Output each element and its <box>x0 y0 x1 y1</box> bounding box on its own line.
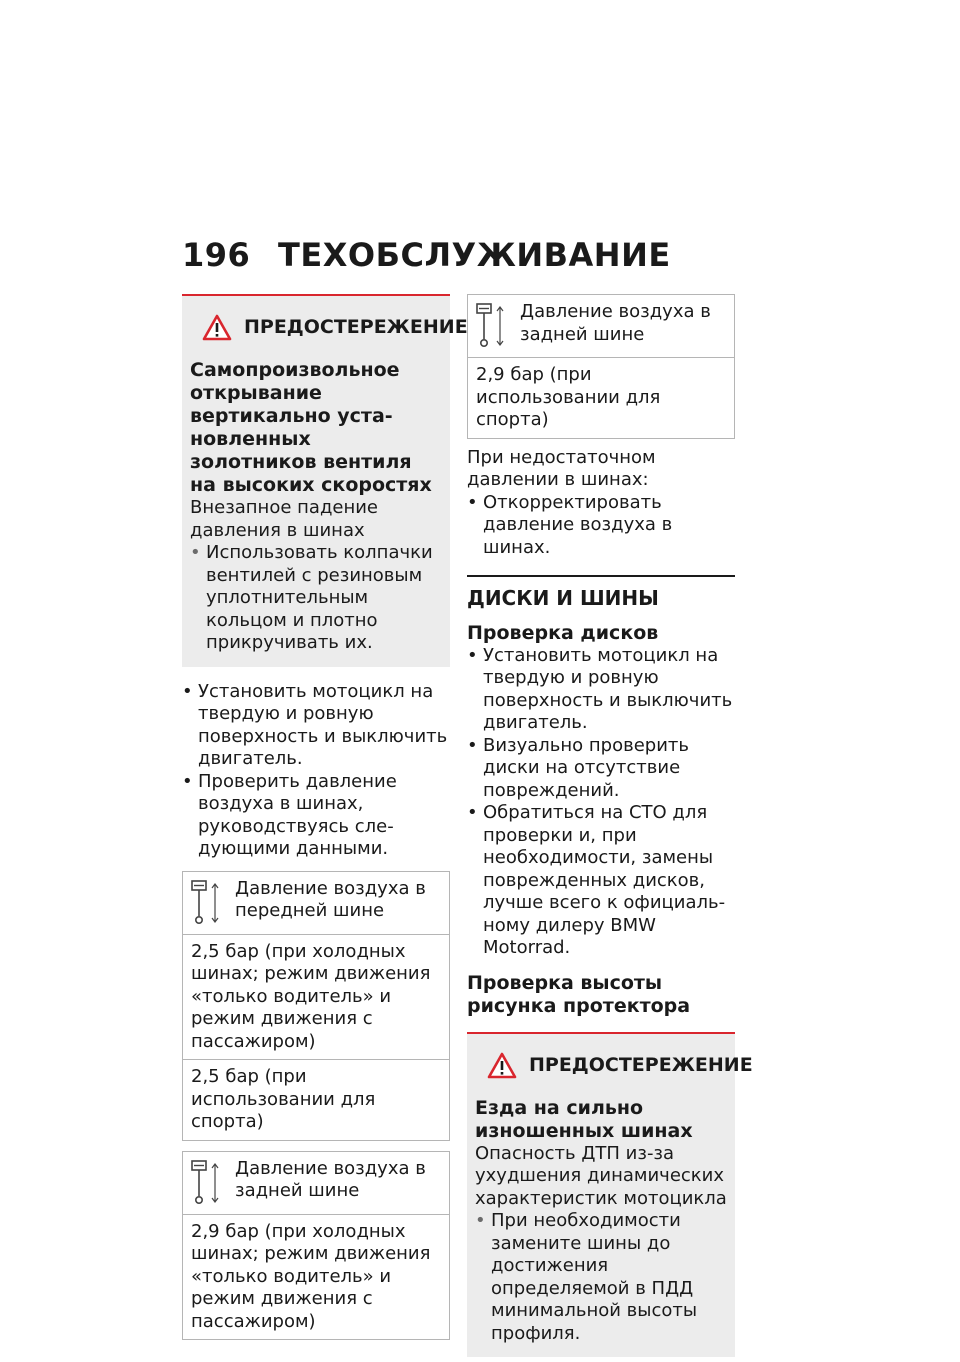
bullet-icon: • <box>467 734 478 756</box>
subsection-title-discs: Проверка дисков <box>467 621 659 644</box>
tire-pressure-gauge-icon <box>189 878 225 926</box>
bullet-icon: • <box>467 644 478 666</box>
page-title: ТЕХОБСЛУЖИВАНИЕ <box>278 236 671 274</box>
spec-header <box>183 872 449 934</box>
list-item: • Визуально проверить диски на отсутствие повреждений. <box>467 734 690 801</box>
warning-body: Внезапное падение давления в шинах <box>190 497 378 541</box>
spec-row: 2,9 бар (при использовании для спорта) <box>468 357 734 438</box>
list-item: • Проверить давление воздуха в шинах, руководствуясь следующими данными. <box>182 770 397 859</box>
warning-label: ПРЕДОСТЕРЕЖЕНИЕ <box>487 1052 727 1079</box>
subsection-title-tread: Проверка высоты рисунка протектора <box>467 971 691 1017</box>
tire-pressure-gauge-icon <box>474 301 510 349</box>
bullet-icon: • <box>467 491 478 513</box>
spec-table-rear-pressure <box>182 1151 450 1341</box>
warning-box-valve <box>182 294 468 667</box>
warning-box-worn-tires <box>467 1032 753 1358</box>
warning-heading: Самопроизвольное открывание вертикально установленных золотников вентиля на высоких скоростях <box>190 359 432 496</box>
bullet-icon: • <box>467 802 478 823</box>
bullet-icon: • <box>475 1210 486 1231</box>
list-item: • Обратиться на СТО для проверки и, при необходимости, замены поврежденных дисков, лучше всего к официальному дилеру BMW Motorrad. <box>467 802 726 958</box>
right-column <box>467 294 753 1357</box>
warning-body: Опасность ДТП из-за ухудшения динамических характеристик мотоцикла <box>475 1142 727 1209</box>
low-pressure-text: При недостаточном давлении в шинах: <box>467 446 656 490</box>
bullet-icon: • <box>182 770 193 792</box>
tire-pressure-gauge-icon <box>189 1158 225 1206</box>
page-number: 196 <box>182 236 251 274</box>
spec-title: Давление воздуха в задней шине <box>235 1157 426 1201</box>
spec-header <box>468 295 734 357</box>
bullet-icon: • <box>190 542 201 563</box>
spec-row: 2,9 бар (при холодных шинах; режим движения «только водитель» и режим движения с пассажиром) <box>183 1214 449 1340</box>
warning-triangle-icon <box>487 1052 517 1079</box>
list-item: • Установить мотоцикл на твердую и ровную поверхность и выключить двигатель. <box>467 644 733 733</box>
spec-title: Давление воздуха в передней шине <box>235 877 426 921</box>
spec-header <box>183 1152 449 1214</box>
list-item: • Установить мотоцикл на твердую и ровную поверхность и выключить двигатель. <box>182 680 448 769</box>
warning-bullet: • Использовать колпачки вентилей с резиновым уплотнительным кольцом и плотно прикручивать их. <box>190 542 433 653</box>
bullet-icon: • <box>182 680 193 702</box>
page-header <box>182 236 671 274</box>
spec-title: Давление воздуха в задней шине <box>520 301 711 345</box>
spec-row: 2,5 бар (при холодных шинах; режим движения «только водитель» и режим движения с пассажиром) <box>183 934 449 1060</box>
spec-table-front-pressure <box>182 871 450 1141</box>
warning-bullet: • При необходимости замените шины до достижения определяемой в ПДД минимальной высоты профиля. <box>475 1210 698 1344</box>
list-item: • Откорректировать давление воздуха в шинах. <box>467 491 673 558</box>
warning-triangle-icon <box>202 314 232 341</box>
spec-table-rear-pressure-cont <box>467 294 735 439</box>
section-title: ДИСКИ И ШИНЫ <box>467 575 735 610</box>
spec-row: 2,5 бар (при использовании для спорта) <box>183 1059 449 1140</box>
warning-label: ПРЕДОСТЕРЕЖЕНИЕ <box>202 314 442 341</box>
left-column <box>182 294 468 1340</box>
warning-heading: Езда на сильно изношенных шинах <box>475 1096 693 1142</box>
